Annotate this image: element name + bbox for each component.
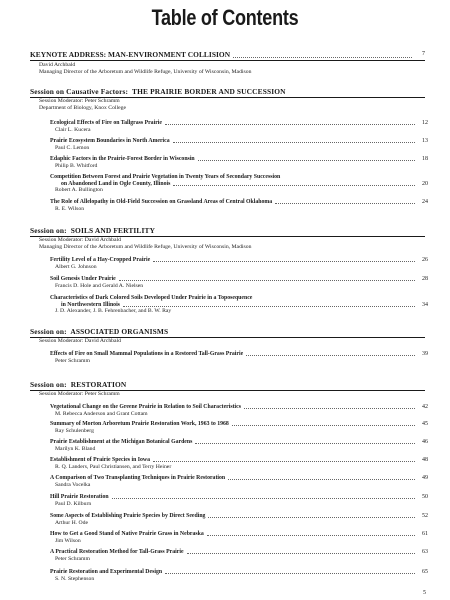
session-name: RESTORATION — [70, 380, 127, 389]
toc-entry — [50, 475, 428, 488]
entry-author: Albert G. Johnson — [55, 263, 97, 270]
entry-title: Prairie Restoration and Experimental Design — [50, 569, 163, 575]
dot-leader — [165, 124, 415, 125]
dot-leader — [246, 355, 415, 356]
keynote-title: KEYNOTE ADDRESS: MAN-ENVIRONMENT COLLISION — [30, 50, 231, 59]
toc-entry — [50, 351, 428, 364]
entry-title: How to Get a Good Stand of Native Prairie Grass in Nebraska — [50, 531, 204, 537]
entry-page: 48 — [422, 457, 428, 463]
entry-title: Hill Prairie Restoration — [50, 494, 109, 500]
toc-entry — [50, 439, 428, 452]
session-moderator: Session Moderator: Peter Schramm — [39, 391, 120, 397]
session-name: ASSOCIATED ORGANISMS — [70, 327, 169, 336]
dot-leader — [198, 160, 415, 161]
entry-page: 24 — [422, 199, 428, 205]
entry-author: S. N. Stephenson — [55, 575, 95, 582]
toc-entry — [50, 549, 428, 562]
entry-author: Paul C. Lemon — [55, 144, 90, 151]
dot-leader — [228, 479, 415, 480]
entry-page: 12 — [422, 120, 428, 126]
entry-author: R. E. Wilson — [55, 205, 85, 212]
session-name: SOILS AND FERTILITY — [70, 226, 156, 235]
toc-entry — [50, 404, 428, 417]
entry-title-line1: Characteristics of Dark Colored Soils Developed Under Prairie in a Toposequence — [50, 295, 253, 301]
dot-leader — [119, 280, 415, 281]
session-prefix: Session on: — [30, 380, 67, 389]
toc-entry — [50, 531, 428, 544]
dot-leader — [232, 425, 415, 426]
keynote-heading — [30, 50, 425, 61]
entry-author: Marilyn K. Bland — [55, 445, 96, 452]
section-heading — [30, 226, 425, 237]
dot-leader — [123, 306, 415, 307]
keynote-affiliation: Managing Director of the Arboretum and Wildlife Refuge, University of Wisconsin, Madison — [39, 69, 252, 75]
entry-author: Sandra Vocelka — [55, 481, 91, 488]
dot-leader — [173, 142, 415, 143]
entry-author: Francis D. Hole and Gerald A. Nielsen — [55, 282, 144, 289]
toc-entry — [50, 120, 428, 133]
entry-author: R. Q. Landers, Paul Christiansen, and Terry Heiner — [55, 463, 172, 470]
dot-leader — [208, 517, 415, 518]
entry-author: J. D. Alexander, J. B. Fehrenbacher, and B. W. Ray — [55, 308, 172, 315]
toc-entry — [50, 295, 428, 315]
dot-leader — [207, 535, 415, 536]
toc-entry — [50, 257, 428, 270]
entry-page: 63 — [422, 549, 428, 555]
entry-page: 20 — [422, 180, 428, 187]
entry-page: 49 — [422, 475, 428, 481]
entry-author: Ray Schulenberg — [55, 427, 94, 434]
entry-title: in Northwestern Illinois — [61, 301, 120, 308]
session-moderator-affiliation: Managing Director of the Arboretum and Wildlife Refuge, University of Wisconsin, Madison — [39, 244, 252, 250]
entry-title: Establishment of Prairie Species in Iowa — [50, 457, 150, 463]
entry-author: Jim Wilson — [55, 537, 81, 544]
entry-page: 42 — [422, 404, 428, 410]
entry-page: 13 — [422, 138, 428, 144]
page-number: 5 — [423, 590, 426, 596]
dot-leader — [233, 57, 412, 58]
entry-page: 39 — [422, 351, 428, 357]
entry-page: 28 — [422, 276, 428, 282]
entry-title: Ecological Effects of Fire on Tallgrass Prairie — [50, 120, 162, 126]
entry-author: Peter Schramm — [55, 555, 90, 562]
keynote-page: 7 — [421, 51, 425, 57]
entry-title: Summary of Morton Arboretum Prairie Restoration Work, 1963 to 1968 — [50, 421, 229, 427]
entry-title: A Comparison of Two Transplanting Techniques in Prairie Restoration — [50, 475, 226, 481]
entry-title: Vegetational Change on the Greene Prairie in Relation to Soil Characteristics — [50, 404, 241, 410]
dot-leader — [112, 498, 415, 499]
entry-author: Clair L. Kucera — [55, 126, 91, 133]
entry-title: Fertility Level of a Hay-Cropped Prairie — [50, 257, 151, 263]
dot-leader — [244, 408, 415, 409]
entry-title: Prairie Ecosystem Boundaries in North America — [50, 138, 170, 144]
entry-title: The Role of Allelopathy in Old-Field Succession on Grassland Areas of Central Oklahoma — [50, 199, 273, 205]
entry-title-line1: Competition Between Forest and Prairie Vegetation in Twenty Years of Secondary Succession — [50, 174, 281, 180]
dot-leader — [173, 185, 415, 186]
entry-title: Effects of Fire on Small Mammal Populations in a Restored Tall-Grass Prairie — [50, 351, 244, 357]
session-moderator-affiliation: Department of Biology, Knox College — [39, 105, 126, 111]
entry-author: Philip B. Whitford — [55, 162, 98, 169]
entry-page: 34 — [422, 301, 428, 308]
entry-title: Some Aspects of Establishing Prairie Species by Direct Seeding — [50, 513, 206, 519]
entry-page: 65 — [422, 569, 428, 575]
entry-page: 52 — [422, 513, 428, 519]
toc-entry — [50, 138, 428, 151]
entry-title: on Abandoned Land in Ogle County, Illinois — [61, 180, 171, 187]
toc-entry — [50, 569, 428, 582]
toc-entry — [50, 199, 428, 212]
entry-title: A Practical Restoration Method for Tall-Grass Prairie — [50, 549, 184, 555]
section-heading — [30, 87, 425, 98]
entry-author: Peter Schramm — [55, 357, 90, 364]
dot-leader — [187, 553, 415, 554]
session-prefix: Session on: — [30, 327, 67, 336]
dot-leader — [275, 203, 415, 204]
session-moderator: Session Moderator: David Archbald — [39, 338, 121, 344]
entry-title: Soil Genesis Under Prairie — [50, 276, 116, 282]
toc-entry — [50, 174, 428, 194]
section-heading — [30, 380, 425, 391]
toc-entry — [50, 513, 428, 526]
toc-entry — [50, 494, 428, 507]
entry-author: Robert A. Bullington — [55, 187, 103, 194]
session-prefix: Session on: — [30, 226, 67, 235]
session-prefix: Session on Causative Factors: — [30, 87, 129, 96]
entry-author: Paul D. Kilburn — [55, 500, 92, 507]
entry-page: 18 — [422, 156, 428, 162]
keynote-author: David Archbald — [39, 62, 76, 68]
section-heading — [30, 327, 425, 338]
toc-entry — [50, 276, 428, 289]
session-moderator: Session Moderator: David Archbald — [39, 237, 121, 243]
entry-page: 45 — [422, 421, 428, 427]
entry-page: 26 — [422, 257, 428, 263]
entry-author: M. Rebecca Anderson and Grant Cottam — [55, 410, 148, 417]
entry-page: 46 — [422, 439, 428, 445]
toc-entry — [50, 457, 428, 470]
entry-author: Arthur H. Ode — [55, 519, 89, 526]
entry-title: Prairie Establishment at the Michigan Botanical Gardens — [50, 439, 193, 445]
toc-entry — [50, 156, 428, 169]
page-title: Table of Contents — [151, 5, 299, 30]
entry-page: 50 — [422, 494, 428, 500]
dot-leader — [165, 573, 415, 574]
entry-page: 61 — [422, 531, 428, 537]
entry-title: Edaphic Factors in the Prairie-Forest Border in Wisconsin — [50, 156, 195, 162]
dot-leader — [153, 461, 415, 462]
toc-entry — [50, 421, 428, 434]
session-moderator: Session Moderator: Peter Schramm — [39, 98, 120, 104]
dot-leader — [153, 261, 415, 262]
session-name: THE PRAIRIE BORDER AND SUCCESSION — [132, 87, 286, 96]
dot-leader — [195, 443, 415, 444]
